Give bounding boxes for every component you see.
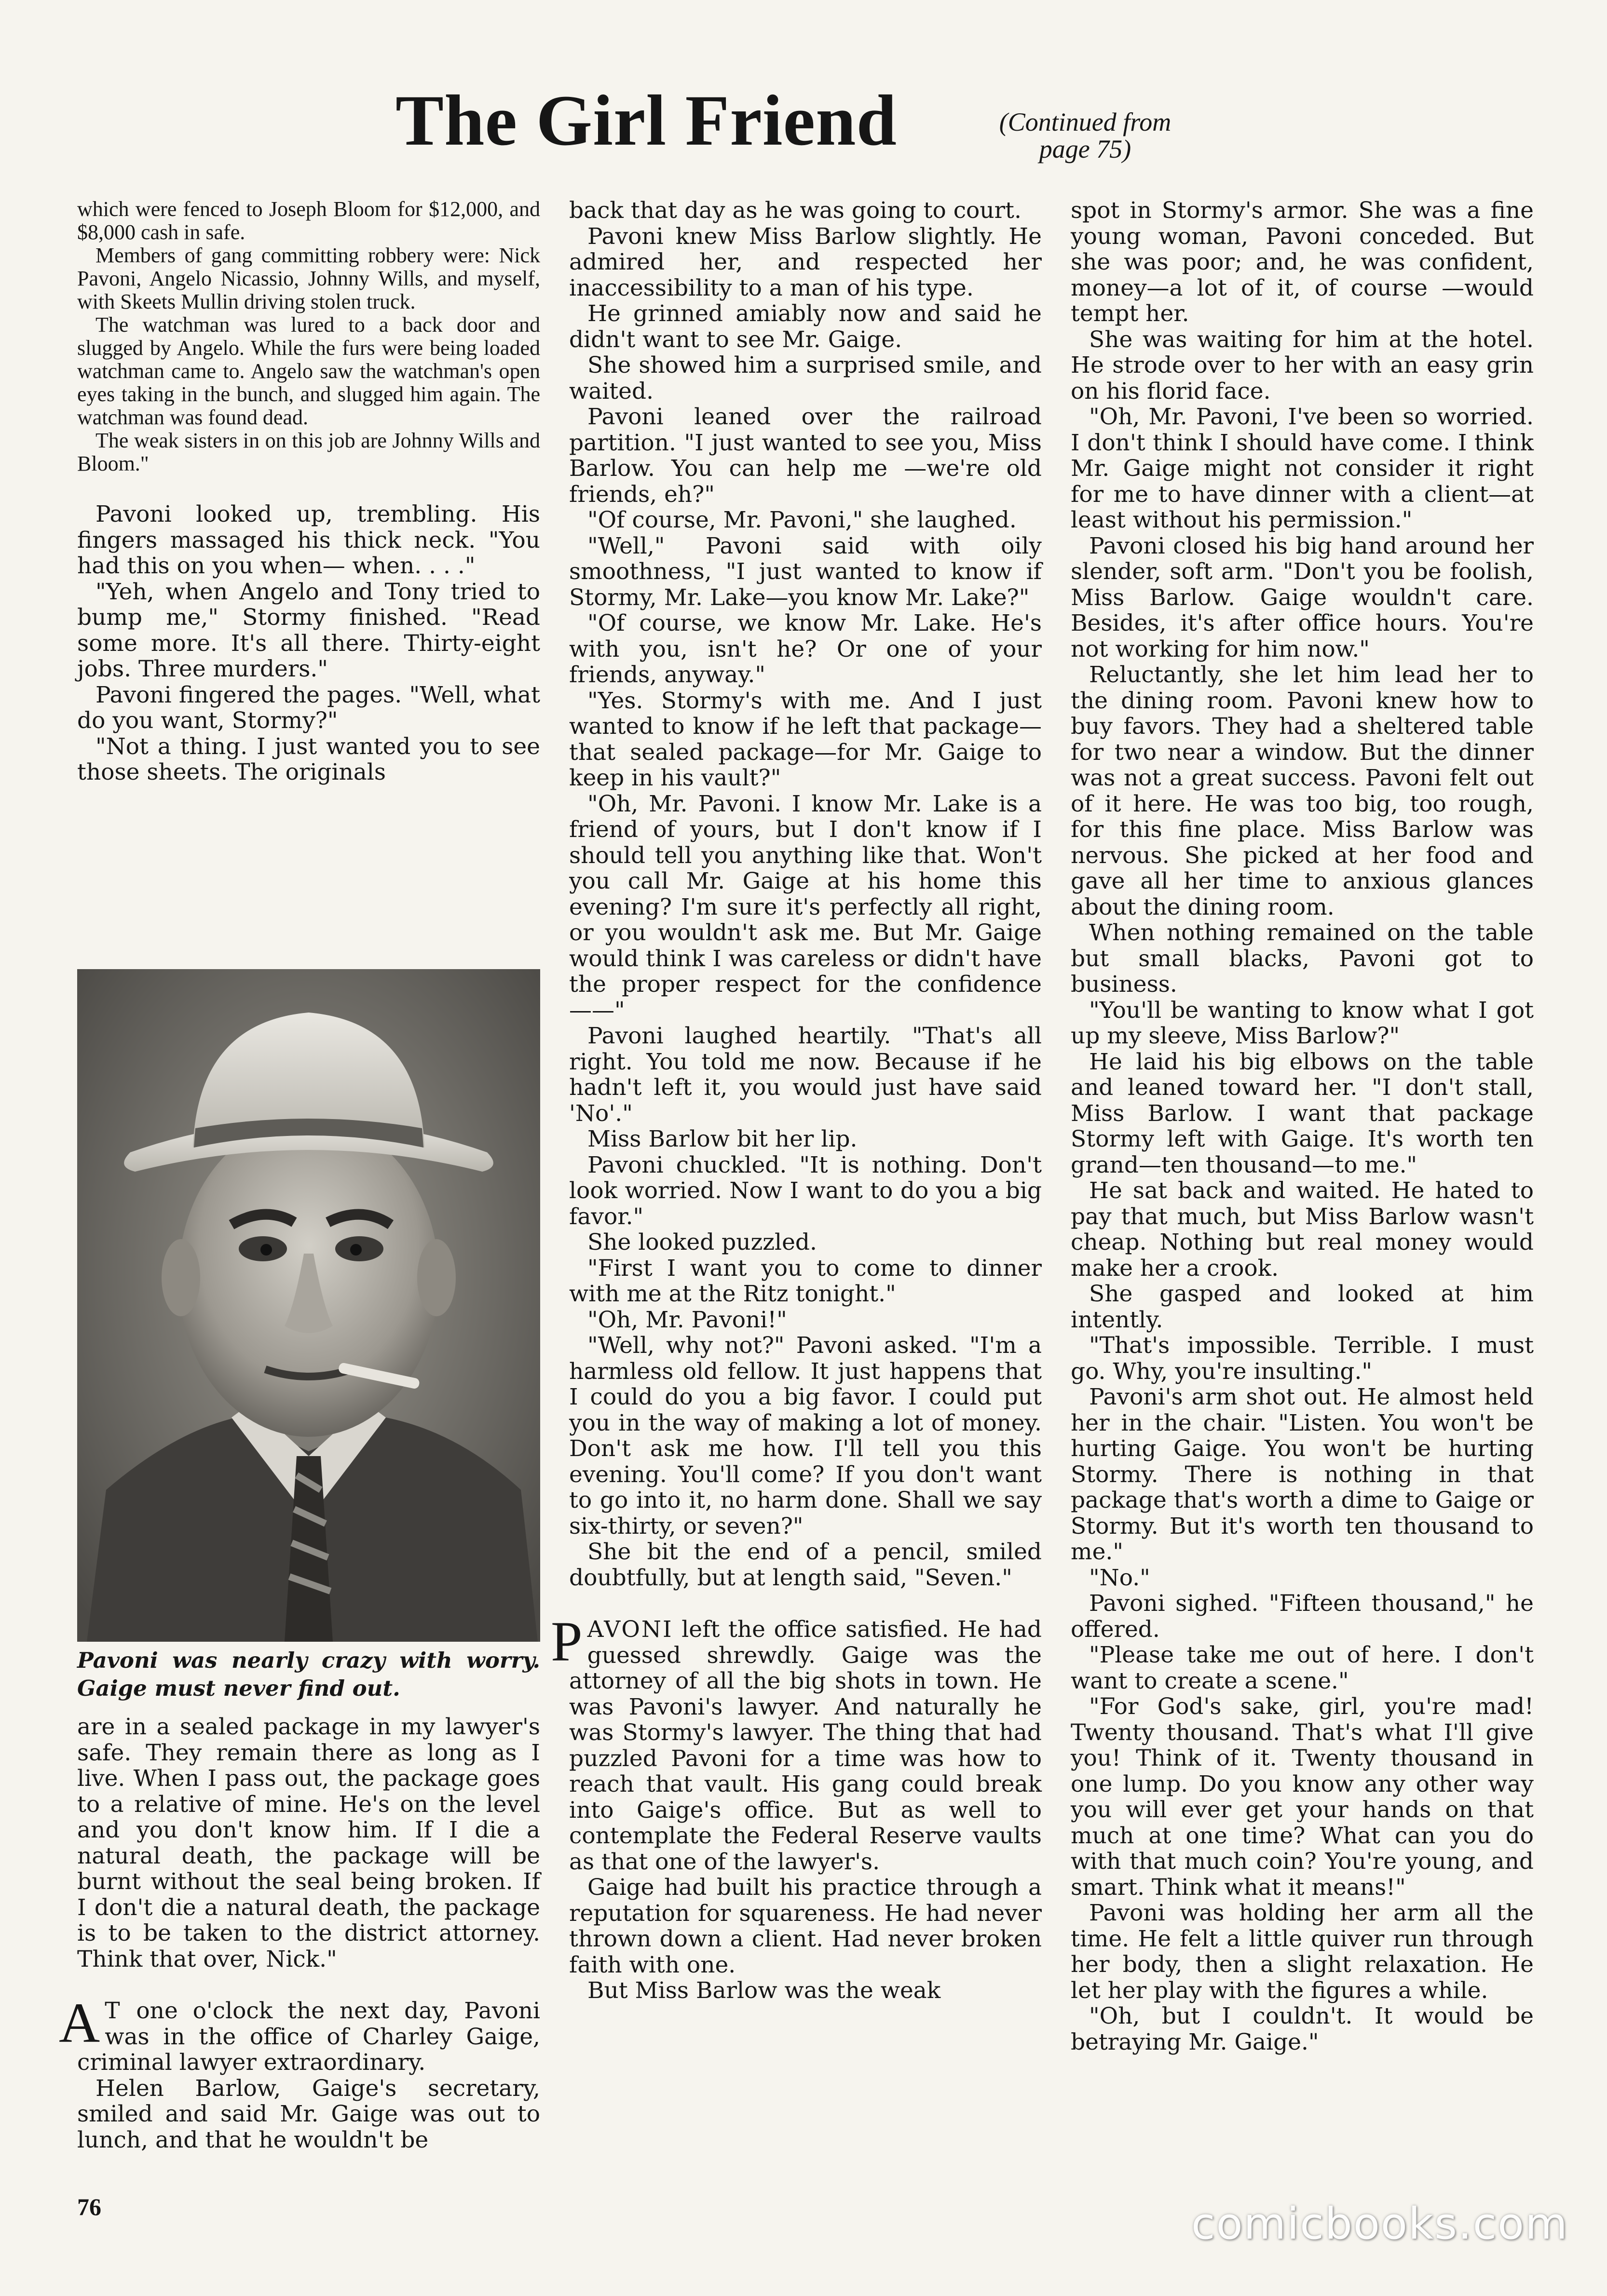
paragraph: "Well," Pavoni said with oily smoothness, "I just wanted to know if Stormy, Mr. Lake—you know Mr. Lake?" [569,532,1042,611]
paragraph: She bit the end of a pencil, smiled doubtfully, but at length said, "Seven." [569,1539,1042,1591]
paragraph: "Please take me out of here. I don't want to create a scene." [1071,1642,1534,1694]
paragraph: But Miss Barlow was the weak [587,1977,941,2004]
paragraph: which were fenced to Joseph Bloom for $12,000, and $8,000 cash in safe. [77,197,540,244]
paragraph: He laid his big elbows on the table and leaned toward her. "I don't stall, Miss Barlow. I want that package Stormy left with Gaige. It's worth ten grand—ten thousand—to me." [1071,1048,1534,1178]
paragraph: "That's impossible. Terrible. I must go. Why, you're insulting." [1071,1332,1534,1385]
paragraph: "You'll be wanting to know what I got up my sleeve, Miss Barlow?" [1071,997,1534,1049]
small-caps: AVONI [587,1616,673,1643]
portrait-illustration [77,969,540,1642]
paragraph: "Yes. Stormy's with me. And I just wanted to know if he left that package—that sealed package—for Mr. Gaige to keep in his vault?" [569,687,1042,791]
paragraph: "Oh, Mr. Pavoni, I've been so worried. I don't think I should have come. I think Mr. Gaige might not consider it right for me to have dinner with a client—at least without his permission." [1071,404,1534,533]
paragraph: are in a sealed package in my lawyer's safe. They remain there as long as I live. When I pass out, the package goes to a relative of mine. He's on the level and you don't know him. If I die a natural death, the package will be burnt without the seal being broken. If I don't die a natural death, the package is to be taken to the district attorney. Think that over, Nick." [77,1714,540,1972]
paragraph: The watchman was lured to a back door and slugged by Angelo. While the furs were being loaded watchman came to. Angelo saw the watchman's open eyes taking in the bunch, and slugged him again. The watchman was found dead. [77,313,540,429]
paragraph: Pavoni leaned over the railroad partition. "I just wanted to see you, Miss Barlow. You can help me —we're old friends, eh?" [569,404,1042,508]
column-1 [77,198,540,785]
paragraph: Pavoni knew Miss Barlow slightly. He admired her, and respected her inaccessibility to a man of his type. [569,223,1042,301]
paragraph: She looked puzzled. [587,1229,817,1256]
paragraph: Pavoni laughed heartily. "That's all right. You told me now. Because if he hadn't left it, you would just have said 'No'." [569,1023,1042,1127]
continued-line-2: page 75) [1039,135,1131,163]
photo-caption: Pavoni was nearly crazy with worry. Gaige must never find out. [77,1648,540,1701]
paragraph: Pavoni sighed. "Fifteen thousand," he offered. [1071,1590,1534,1643]
paragraph: Pavoni chuckled. "It is nothing. Don't look worried. Now I want to do you a big favor." [569,1151,1042,1230]
paragraph: Pavoni looked up, trembling. His fingers massaged his thick neck. "You had this on you when— when. . . ." [77,501,540,579]
paragraph: "No." [1089,1564,1150,1591]
paragraph: She gasped and looked at him intently. [1071,1281,1534,1333]
paragraph: back that day as he was going to court. [569,197,1021,224]
paragraph: Pavoni closed his big hand around her slender, soft arm. "Don't you be foolish, Miss Barlow. Gaige wouldn't care. Besides, it's after office hours. You're not working for him now." [1071,532,1534,662]
drop-cap: P [551,1610,583,1673]
continued-line-1: (Continued from [999,108,1171,136]
paragraph: Helen Barlow, Gaige's secretary, smiled and said Mr. Gaige was out to lunch, and that he wouldn't be [77,2075,540,2153]
paragraph: Reluctantly, she let him lead her to the dining room. Pavoni knew how to buy favors. They had a sheltered table for two near a window. But the dinner was not a great success. Pavoni felt out of it here. He was too big, too rough, for this fine place. Miss Barlow was nervous. She picked at her food and gave all her time to anxious glances about the dining room. [1071,662,1534,920]
paragraph: Miss Barlow bit her lip. [587,1126,858,1152]
paragraph: He grinned amiably now and said he didn't want to see Mr. Gaige. [569,300,1042,353]
drop-cap: A [59,1991,100,2054]
paragraph: "Not a thing. I just wanted you to see those sheets. The originals [77,733,540,785]
paragraph: Pavoni's arm shot out. He almost held her in the chair. "Listen. You won't be hurting Gaige. You won't be hurting Stormy. There is nothing in that package that's worth a dime to Gaige or Stormy. But it's worth ten thousand to me." [1071,1384,1534,1565]
continued-note [969,108,1201,162]
paragraph: She was waiting for him at the hotel. He strode over to her with an easy grin on his florid face. [1071,326,1534,405]
paragraph: spot in Stormy's armor. She was a fine young woman, Pavoni conceded. But she was poor; and, he was confident, money—a lot of it, of course —would tempt her. [1071,197,1534,327]
paragraph: "Well, why not?" Pavoni asked. "I'm a harmless old fellow. It just happens that I could do you a big favor. I could put you in the way of making a lot of money. Don't ask me how. I'll tell you this evening. You'll come? If you don't want to go into it, no harm done. Shall we say six-thirty, or seven?" [569,1332,1042,1540]
site-watermark: comicbooks.com [1191,2199,1568,2249]
small-caps: T [105,1998,122,2024]
column-1-continued [59,1714,540,2153]
column-2 [551,197,1042,2004]
page-number: 76 [77,2193,101,2220]
paragraph [551,1610,1042,1875]
paragraph: "Oh, but I couldn't. It would be betraying Mr. Gaige." [1071,2003,1534,2055]
story-title: The Girl Friend [395,81,897,161]
paragraph: The weak sisters in on this job are Johnny Wills and Bloom." [77,429,540,475]
paragraph: "Of course, we know Mr. Lake. He's with you, isn't he? Or one of your friends, anyway." [569,610,1042,688]
paragraph: "Oh, Mr. Pavoni. I know Mr. Lake is a friend of yours, but I don't know if I should tell you anything like that. Won't you call Mr. Gaige at his home this evening? I'm sure it's perfectly all right, or you wouldn't ask me. But Mr. Gaige would think I was careless or didn't have the proper respect for the confidence——" [569,790,1042,1024]
paragraph: "Oh, Mr. Pavoni!" [587,1306,787,1333]
pavoni-photo [77,969,540,1642]
paragraph: "First I want you to come to dinner with me at the Ritz tonight." [569,1255,1042,1307]
paragraph: Members of gang committing robbery were: Nick Pavoni, Angelo Nicassio, Johnny Wills, and myself, with Skeets Mullin driving stolen truck. [77,243,540,313]
paragraph: "Of course, Mr. Pavoni," she laughed. [587,507,1017,533]
paragraph: Pavoni fingered the pages. "Well, what do you want, Stormy?" [77,681,540,734]
paragraph: She showed him a surprised smile, and waited. [569,352,1042,405]
paragraph-text: left the office satisfied. He had guessed shrewdly. Gaige was the attorney of all the big shots in town. He was Pavoni's lawyer. And naturally he was Stormy's lawyer. The thing that had puzzled Pavoni for a time was how to reach that vault. His gang could break into Gaige's office. But as well to contemplate the Federal Reserve vaults as that one of the lawyer's. [569,1616,1042,1875]
paragraph [59,1991,540,2076]
column-3 [1071,198,1534,2055]
paragraph: Gaige had built his practice through a reputation for squareness. He had never thrown down a client. Had never broken faith with one. [569,1874,1042,1978]
paragraph: When nothing remained on the table but small blacks, Pavoni got to business. [1071,919,1534,998]
paragraph: "Yeh, when Angelo and Tony tried to bump me," Stormy finished. "Read some more. It's all there. Thirty-eight jobs. Three murders." [77,578,540,682]
paragraph-text: one o'clock the next day, Pavoni was in the office of Charley Gaige, criminal lawyer extraordinary. [77,1998,540,2076]
paragraph: He sat back and waited. He hated to pay that much, but Miss Barlow wasn't cheap. Nothing but real money would make her a crook. [1071,1177,1534,1282]
paragraph: "For God's sake, girl, you're mad! Twenty thousand. That's what I'll give you! Think of it. Twenty thousand in one lump. Do you know any other way you will ever get your hands on that much at one time? What can you do with that much coin? You're young, and smart. Think what it means!" [1071,1693,1534,1901]
paragraph: Pavoni was holding her arm all the time. He felt a little quiver run through her body, then a slight relaxation. He let her play with the figures a while. [1071,1900,1534,2004]
